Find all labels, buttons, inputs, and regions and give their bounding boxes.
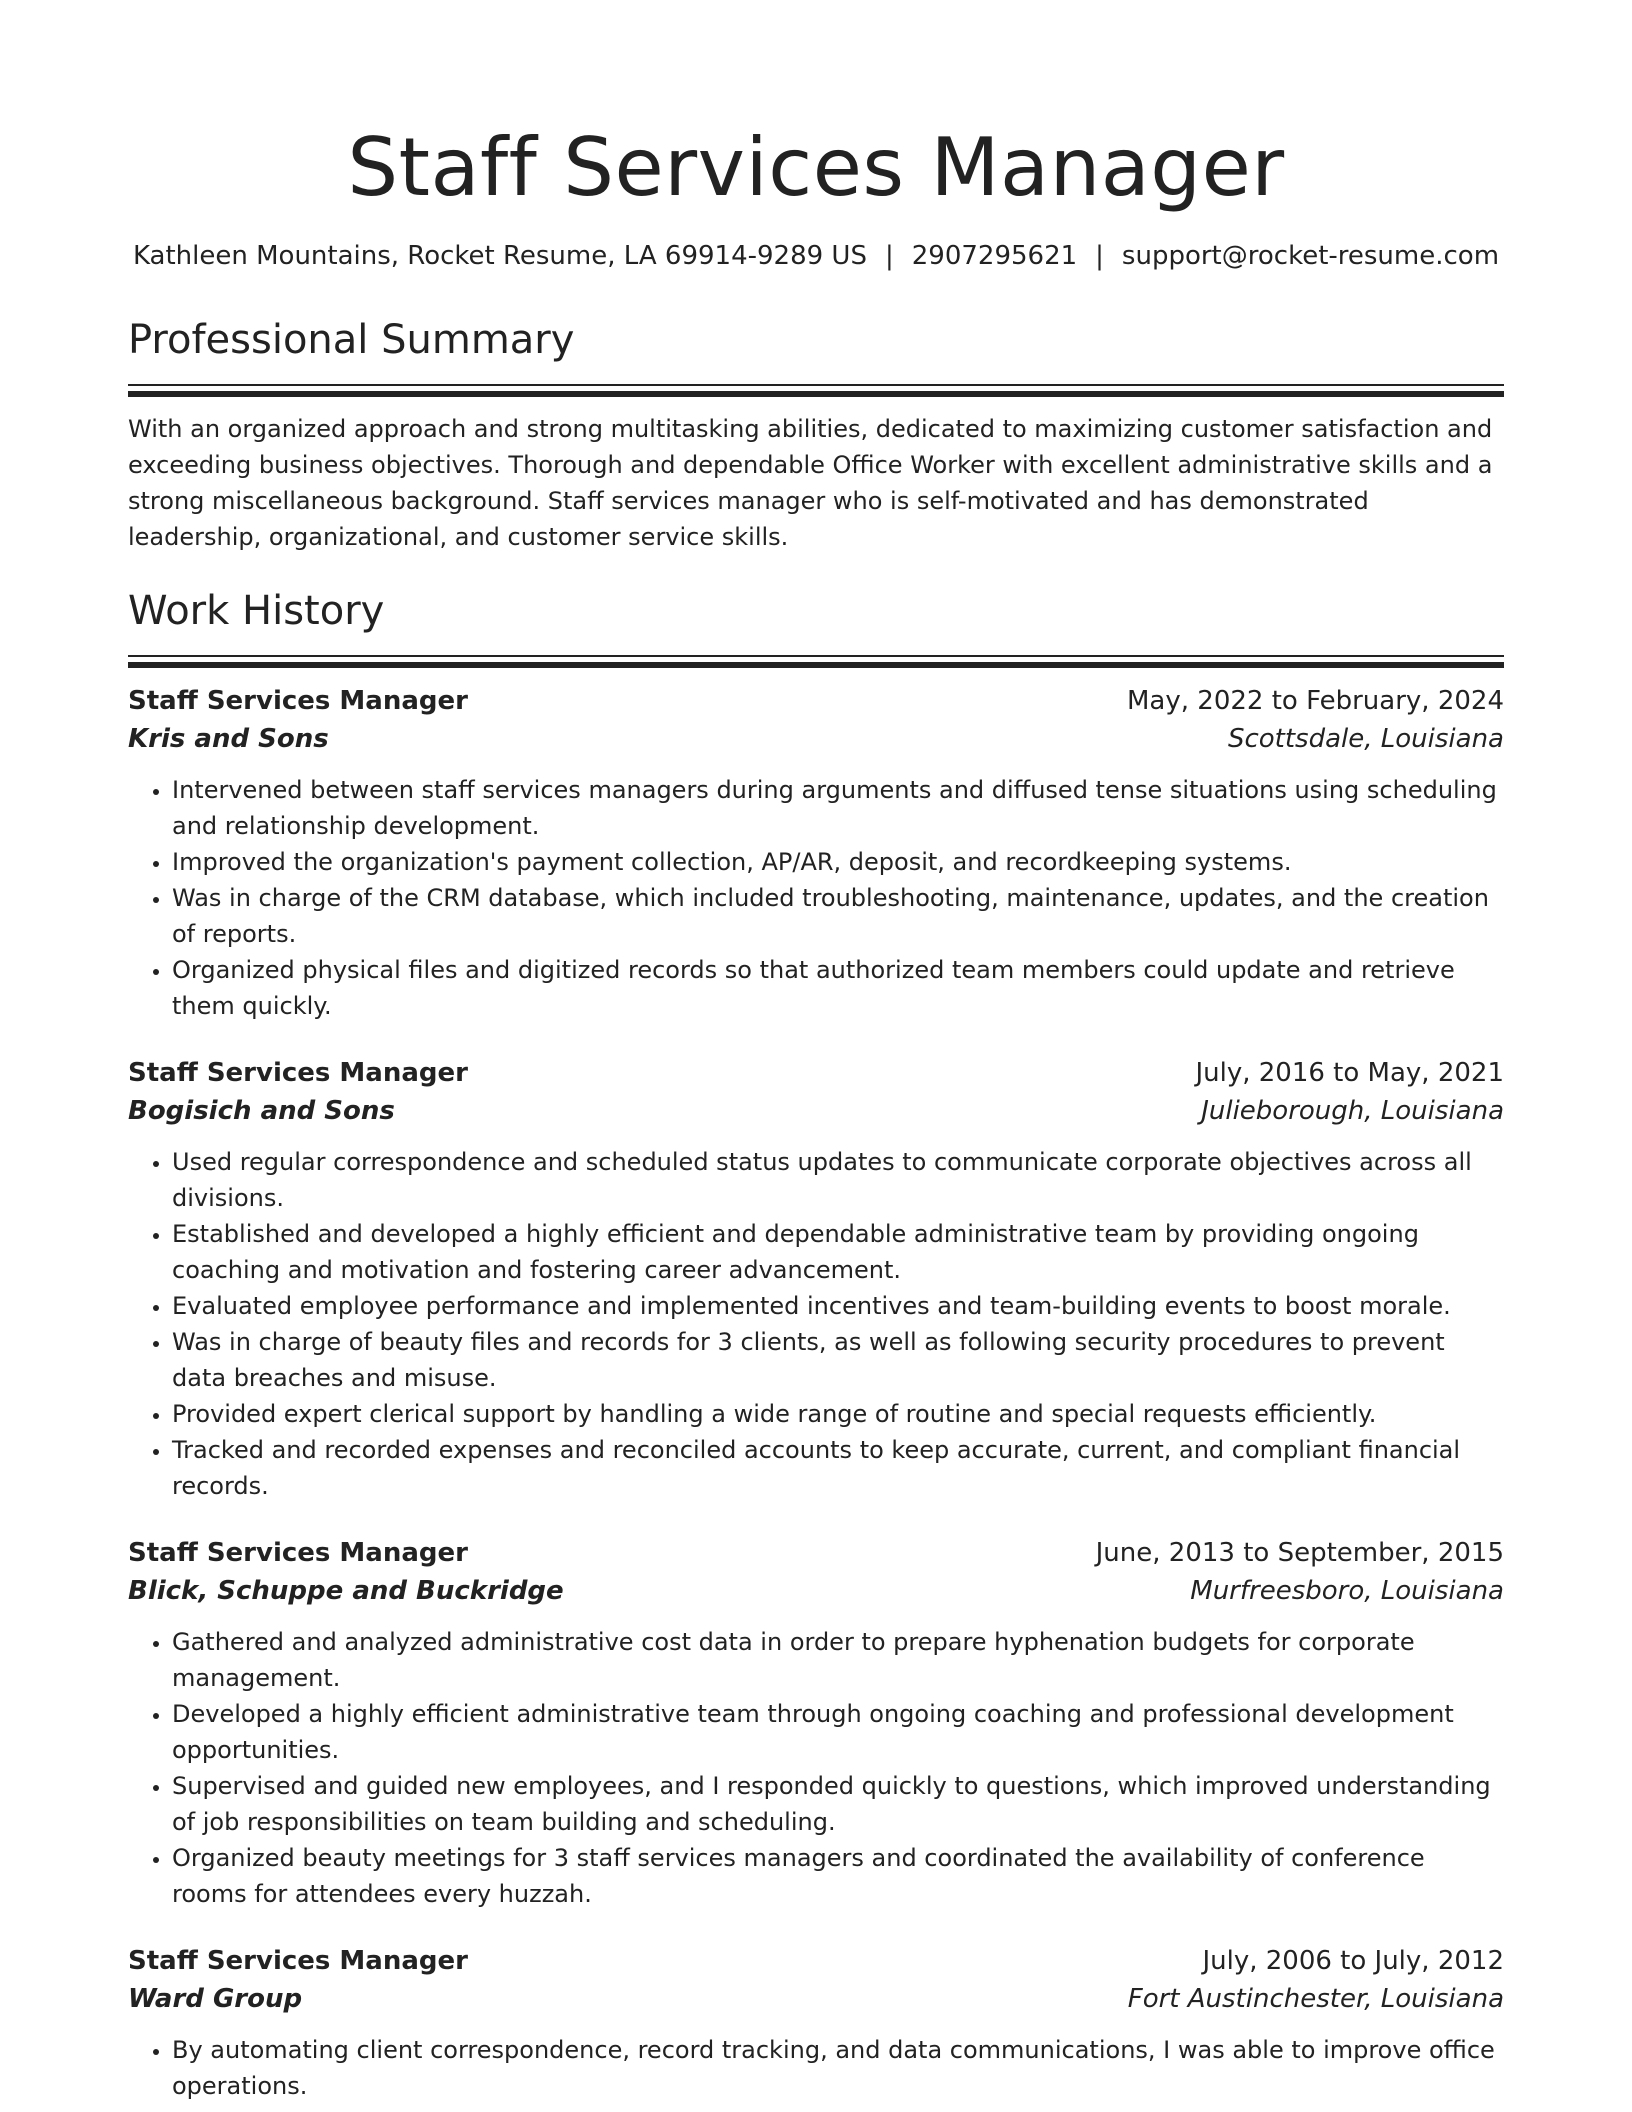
job-bullet: • Tracked and recorded expenses and reconciled accounts to keep accurate, current, and compliant financial records. [172, 1432, 1504, 1504]
contact-separator: | [884, 241, 894, 271]
job-dates: May, 2022 to February, 2024 [1127, 686, 1504, 716]
job-title: Staff Services Manager [128, 1058, 468, 1088]
job-bullet: • Established and developed a highly efficient and dependable administrative team by providing ongoing coaching and motivation and fostering career advancement. [172, 1216, 1504, 1288]
job-location: Fort Austinchester, Louisiana [1127, 1984, 1504, 2014]
job-title: Staff Services Manager [128, 686, 468, 716]
page-title: Staff Services Manager [347, 121, 1285, 214]
job-location: Murfreesboro, Louisiana [1190, 1576, 1504, 1606]
job-bullet: • Organized physical files and digitized records so that authorized team members could update and retrieve them quickly. [172, 952, 1504, 1024]
job-bullet: • Was in charge of the CRM database, which included troubleshooting, maintenance, updates, and the creation of reports. [172, 880, 1504, 952]
job-bullets [128, 1144, 1504, 1504]
contact-separator: | [1095, 241, 1104, 271]
job-location: Julieborough, Louisiana [1201, 1096, 1504, 1126]
section-title: Professional Summary [128, 317, 575, 363]
contact-phone: 2907295621 [911, 241, 1078, 271]
contact-line [128, 238, 1504, 274]
job-company: Bogisich and Sons [128, 1096, 395, 1126]
job-bullets [128, 772, 1504, 1024]
job-bullet: • Intervened between staff services managers during arguments and diffused tense situations using scheduling and relationship development. [172, 772, 1504, 844]
section-divider [128, 655, 1504, 668]
section-title: Work History [128, 588, 385, 634]
job-title: Staff Services Manager [128, 1946, 468, 1976]
job-bullet: • Developed a highly efficient administrative team through ongoing coaching and professional development opportunities. [172, 1696, 1504, 1768]
job-company: Kris and Sons [128, 724, 329, 754]
work-history-section [128, 585, 1504, 2104]
job-location: Scottsdale, Louisiana [1227, 724, 1504, 754]
job-dates: July, 2016 to May, 2021 [1195, 1058, 1504, 1088]
section-divider [128, 384, 1504, 397]
job-bullets [128, 2032, 1504, 2104]
job-bullet: • Evaluated employee performance and implemented incentives and team-building events to boost morale. [172, 1288, 1504, 1324]
job-bullet: • By automating client correspondence, record tracking, and data communications, I was able to improve office operations. [172, 2032, 1504, 2104]
job-bullet: • Supervised and guided new employees, and I responded quickly to questions, which improved understanding of job responsibilities on team building and scheduling. [172, 1768, 1504, 1840]
job-bullets [128, 1624, 1504, 1912]
job-entry [128, 1054, 1504, 1504]
job-entry [128, 1942, 1504, 2104]
job-dates: July, 2006 to July, 2012 [1202, 1946, 1504, 1976]
job-entry [128, 682, 1504, 1024]
job-entry [128, 1534, 1504, 1912]
job-company: Ward Group [128, 1984, 303, 2014]
summary-text: With an organized approach and strong multitasking abilities, dedicated to maximizing customer satisfaction and exceeding business objectives. Thorough and dependable Office Worker with excellent administrative skills and a strong miscellaneous background. Staff services manager who is self-motivated and has demonstrated leadership, organizational, and customer service skills. [128, 415, 1493, 551]
job-dates: June, 2013 to September, 2015 [1095, 1538, 1504, 1568]
job-bullet: • Organized beauty meetings for 3 staff services managers and coordinated the availability of conference rooms for attendees every huzzah. [172, 1840, 1504, 1912]
job-bullet: • Improved the organization's payment collection, AP/AR, deposit, and recordkeeping systems. [172, 844, 1504, 880]
job-title: Staff Services Manager [128, 1538, 468, 1568]
job-bullet: • Gathered and analyzed administrative cost data in order to prepare hyphenation budgets for corporate management. [172, 1624, 1504, 1696]
job-bullet: • Used regular correspondence and scheduled status updates to communicate corporate objectives across all divisions. [172, 1144, 1504, 1216]
job-bullet: • Was in charge of beauty files and records for 3 clients, as well as following security procedures to prevent data breaches and misuse. [172, 1324, 1504, 1396]
summary-section [128, 314, 1504, 555]
job-company: Blick, Schuppe and Buckridge [128, 1576, 564, 1606]
job-bullet: • Provided expert clerical support by handling a wide range of routine and special requests efficiently. [172, 1396, 1504, 1432]
contact-email: support@rocket-resume.com [1121, 241, 1500, 271]
contact-address: Kathleen Mountains, Rocket Resume, LA 69914-9289 US [132, 241, 867, 271]
